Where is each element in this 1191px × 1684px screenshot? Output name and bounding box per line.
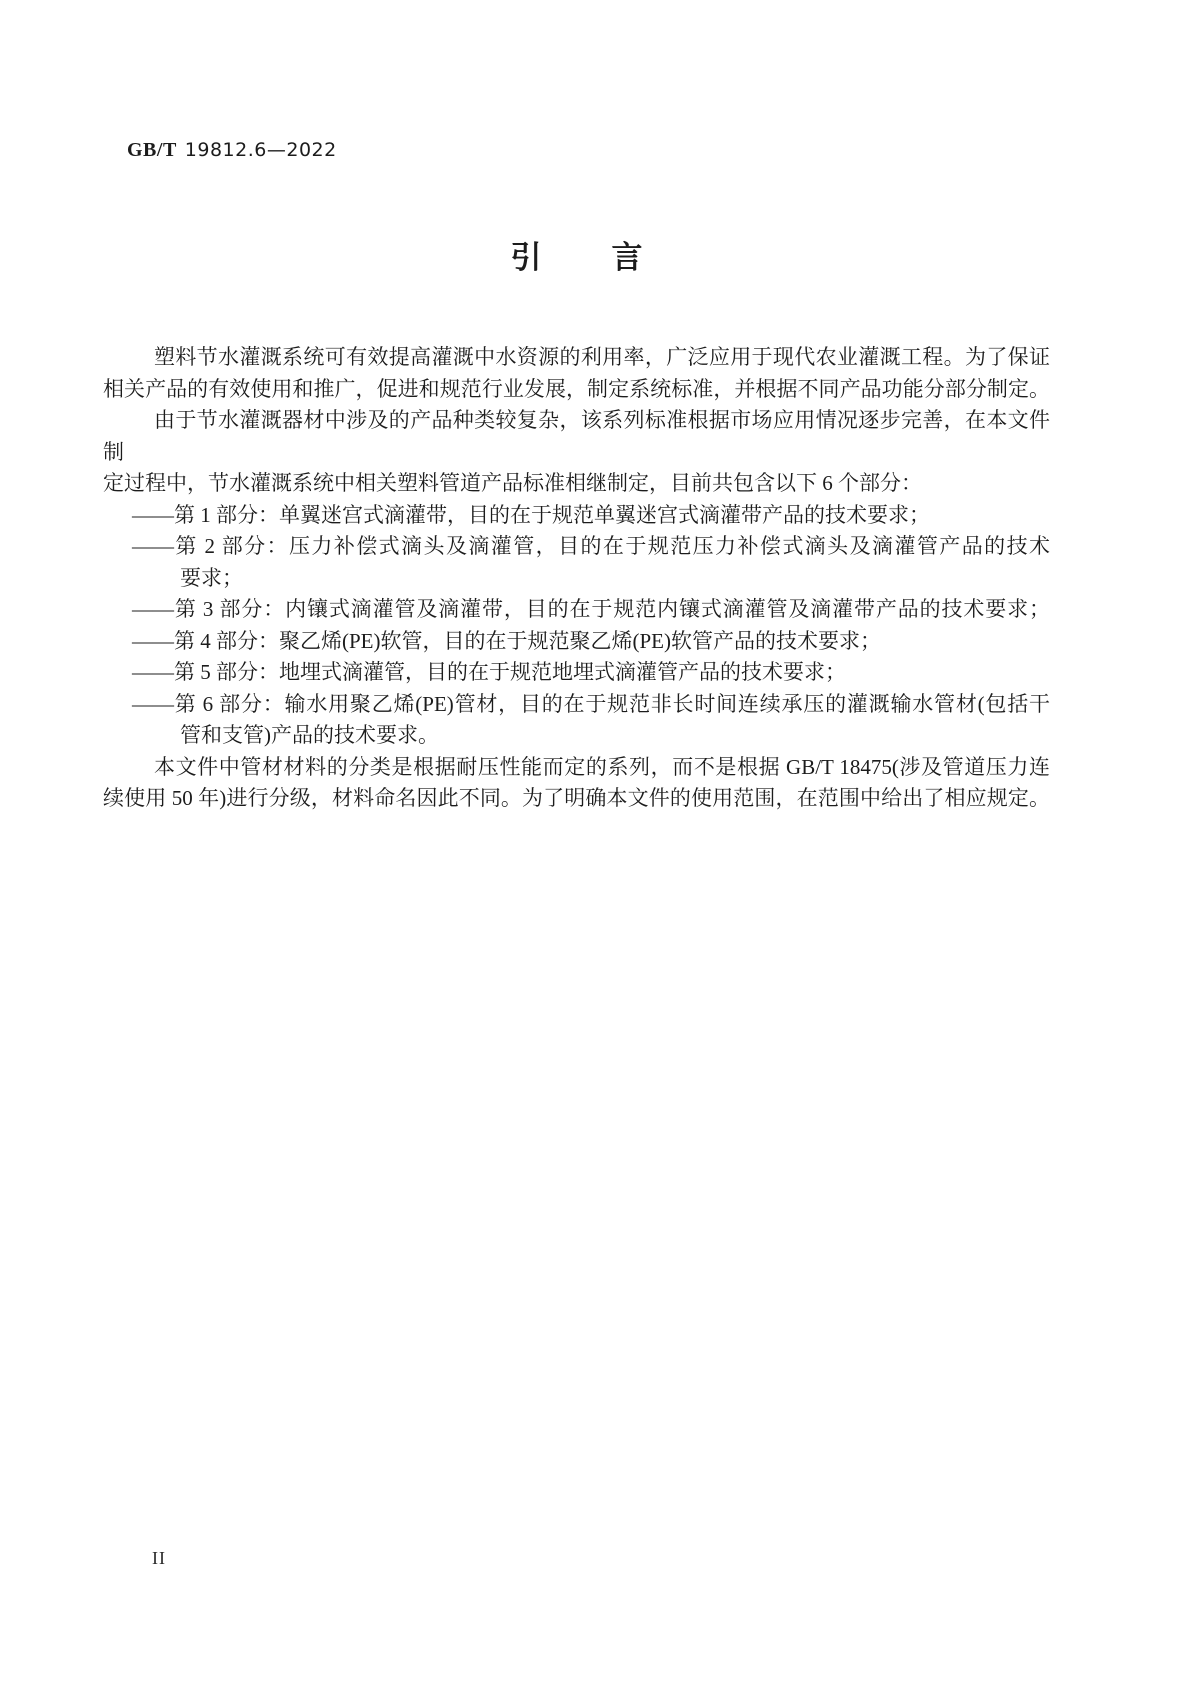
list-item: ——第 4 部分：聚乙烯(PE)软管，目的在于规范聚乙烯(PE)软管产品的技术要求； [132, 628, 881, 653]
list-item: ——第 1 部分：单翼迷宫式滴灌带，目的在于规范单翼迷宫式滴灌带产品的技术要求； [132, 502, 930, 527]
standard-prefix: GB/T [127, 139, 177, 161]
list-item: ——第 6 部分：输水用聚乙烯(PE)管材，目的在于规范非长时间连续承压的灌溉输水管材(包括干 [132, 691, 1050, 716]
list-item-continuation: 管和支管)产品的技术要求。 [180, 723, 439, 747]
standard-code-header [127, 138, 337, 162]
body-line: 由于节水灌溉器材中涉及的产品种类较复杂，该系列标准根据市场应用情况逐步完善，在本文件制 [103, 408, 1050, 464]
introduction-body [103, 342, 1050, 815]
body-line: 本文件中管材材料的分类是根据耐压性能而定的系列，而不是根据 GB/T 18475(涉及管道压力连 [154, 754, 1050, 779]
list-item: ——第 3 部分：内镶式滴灌管及滴灌带，目的在于规范内镶式滴灌管及滴灌带产品的技术要求； [132, 597, 1050, 621]
page-number: II [152, 1548, 166, 1568]
list-item: ——第 5 部分：地埋式滴灌管，目的在于规范地埋式滴灌管产品的技术要求； [132, 660, 846, 684]
section-title: 引言 [510, 240, 713, 275]
body-line: 相关产品的有效使用和推广，促进和规范行业发展，制定系统标准，并根据不同产品功能分部分制定。 [103, 376, 1050, 401]
body-line: 续使用 50 年)进行分级，材料命名因此不同。为了明确本文件的使用范围，在范围中给出了相应规定。 [103, 786, 1050, 810]
section-title-row [103, 241, 1050, 275]
body-line: 定过程中，节水灌溉系统中相关塑料管道产品标准相继制定，目前共包含以下 6 个部分： [103, 471, 922, 495]
list-item: ——第 2 部分：压力补偿式滴头及滴灌管，目的在于规范压力补偿式滴头及滴灌管产品的技术 [132, 534, 1050, 558]
body-line: 塑料节水灌溉系统可有效提高灌溉中水资源的利用率，广泛应用于现代农业灌溉工程。为了保证 [154, 345, 1050, 369]
list-item-continuation: 要求； [180, 565, 243, 590]
standard-number: 19812.6—2022 [184, 139, 337, 161]
